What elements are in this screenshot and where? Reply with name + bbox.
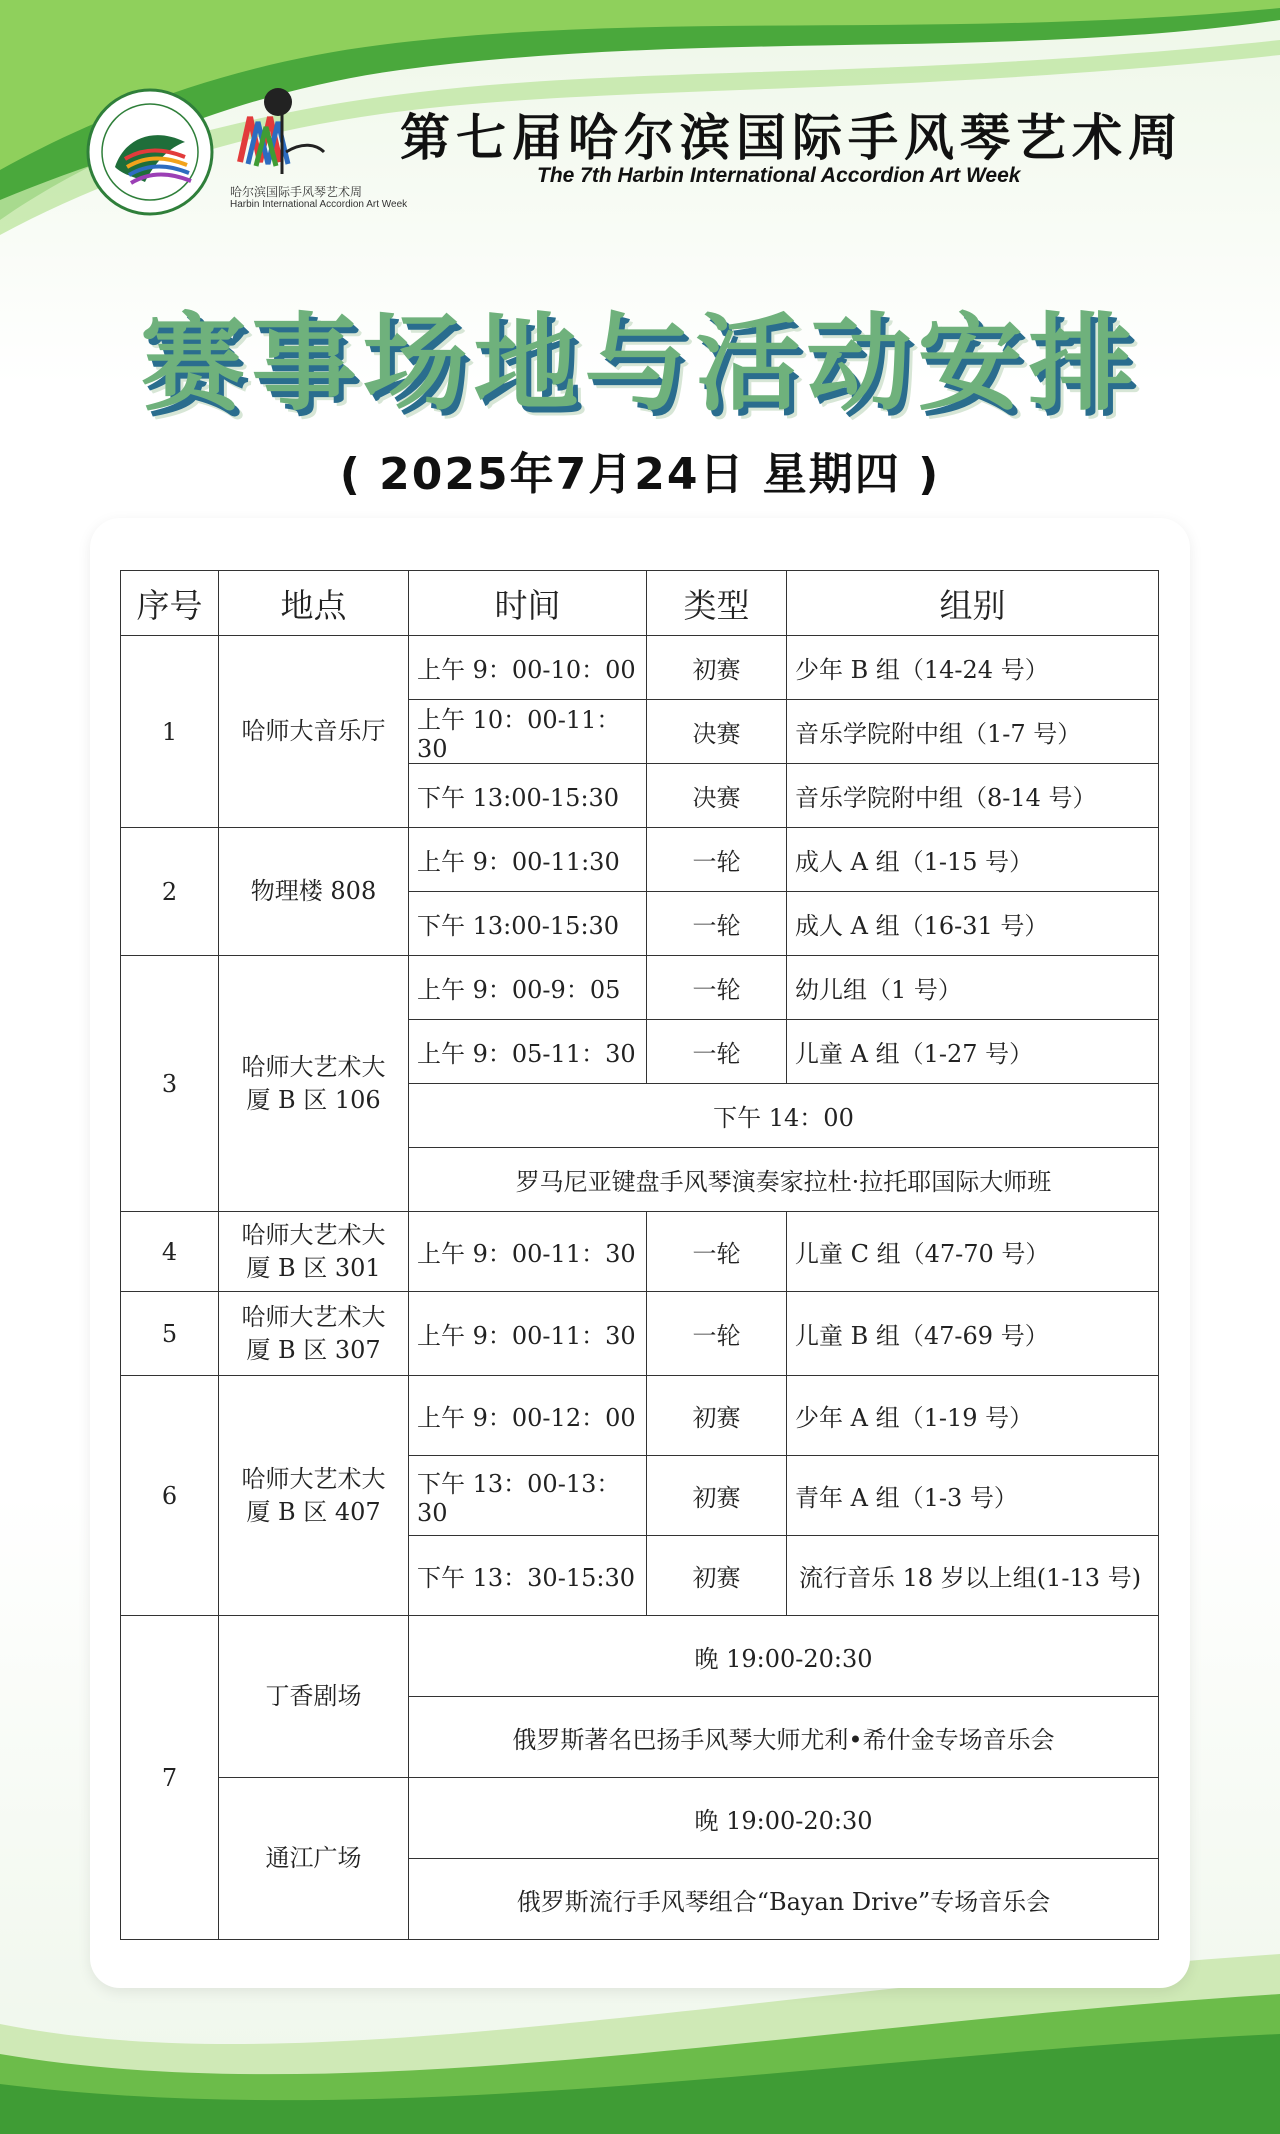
venue-line: 哈师大艺术大	[241, 1221, 386, 1250]
venue-line: 厦 B 区 307	[246, 1335, 381, 1364]
venue-line: 厦 B 区 301	[246, 1253, 381, 1282]
date-line: ( 2025年7月24日 星期四 )	[339, 449, 941, 500]
venue-line: 厦 B 区 106	[246, 1085, 381, 1114]
venue-cell	[219, 828, 409, 956]
table-row	[121, 1616, 1159, 1697]
event-title-en: The 7th Harbin International Accordion Art Week	[537, 164, 1021, 187]
venue-line: 哈师大音乐厅	[241, 717, 386, 746]
table-row	[121, 1778, 1159, 1859]
time-cell: 下午 13:00-15:30	[409, 892, 647, 956]
type-cell: 初赛	[647, 1376, 787, 1456]
header-no: 序号	[121, 571, 219, 636]
time-cell: 上午 9：00-11：30	[409, 1292, 647, 1376]
venue-cell	[219, 956, 409, 1212]
venue-line: 哈师大艺术大	[241, 1053, 386, 1082]
table-row	[121, 828, 1159, 892]
venue-cell: 丁香剧场	[219, 1616, 409, 1778]
type-cell: 一轮	[647, 828, 787, 892]
venue-line: 物理楼 808	[250, 877, 377, 906]
type-cell: 初赛	[647, 1536, 787, 1616]
group-cell: 儿童 C 组（47-70 号）	[787, 1212, 1159, 1292]
group-cell: 儿童 B 组（47-69 号）	[787, 1292, 1159, 1376]
header-type: 类型	[647, 571, 787, 636]
time-cell: 上午 9：00-11：30	[409, 1212, 647, 1292]
type-cell: 一轮	[647, 956, 787, 1020]
type-cell: 初赛	[647, 1456, 787, 1536]
time-cell: 下午 13：30-15:30	[409, 1536, 647, 1616]
table-row	[121, 636, 1159, 700]
time-cell: 下午 13：00-13：30	[409, 1456, 647, 1536]
row-number: 1	[121, 636, 219, 828]
row-number: 4	[121, 1212, 219, 1292]
schedule-table	[120, 570, 1159, 1940]
type-cell: 一轮	[647, 892, 787, 956]
time-cell: 上午 9：00-12：00	[409, 1376, 647, 1456]
time-cell: 上午 9：00-11:30	[409, 828, 647, 892]
summer-music-festival-logo	[85, 87, 215, 217]
logo-caption-cn: 哈尔滨国际手风琴艺术周	[230, 185, 363, 199]
type-cell: 决赛	[647, 764, 787, 828]
masterclass-time: 下午 14：00	[409, 1084, 1159, 1148]
group-cell: 少年 B 组（14-24 号）	[787, 636, 1159, 700]
venue-line: 哈师大艺术大	[241, 1465, 386, 1494]
type-cell: 一轮	[647, 1020, 787, 1084]
table-header-row	[121, 571, 1159, 636]
time-cell: 下午 13:00-15:30	[409, 764, 647, 828]
concert-event: 俄罗斯流行手风琴组合“Bayan Drive”专场音乐会	[409, 1859, 1159, 1940]
event-title-cn: 第七届哈尔滨国际手风琴艺术周	[400, 109, 1184, 167]
time-cell: 上午 10：00-11：30	[409, 700, 647, 764]
table-row	[121, 956, 1159, 1020]
venue-cell	[219, 636, 409, 828]
venue-cell	[219, 1212, 409, 1292]
venue-line: 厦 B 区 407	[246, 1497, 381, 1526]
group-cell: 音乐学院附中组（8-14 号）	[787, 764, 1159, 828]
logo-caption-en: Harbin International Accordion Art Week	[230, 199, 408, 210]
header-venue: 地点	[219, 571, 409, 636]
venue-cell	[219, 1376, 409, 1616]
group-cell: 青年 A 组（1-3 号）	[787, 1456, 1159, 1536]
type-cell: 一轮	[647, 1212, 787, 1292]
time-cell: 上午 9：00-10：00	[409, 636, 647, 700]
header-group: 组别	[787, 571, 1159, 636]
venue-line: 哈师大艺术大	[241, 1303, 386, 1332]
concert-time: 晚 19:00-20:30	[409, 1778, 1159, 1859]
venue-cell	[219, 1292, 409, 1376]
logo-group	[85, 82, 408, 222]
table-row	[121, 1376, 1159, 1456]
type-cell: 决赛	[647, 700, 787, 764]
row-number: 2	[121, 828, 219, 956]
row-number: 6	[121, 1376, 219, 1616]
type-cell: 初赛	[647, 636, 787, 700]
group-cell: 幼儿组（1 号）	[787, 956, 1159, 1020]
table-row	[121, 1212, 1159, 1292]
row-number: 3	[121, 956, 219, 1212]
row-number: 5	[121, 1292, 219, 1376]
group-cell: 成人 A 组（16-31 号）	[787, 892, 1159, 956]
group-cell: 儿童 A 组（1-27 号）	[787, 1020, 1159, 1084]
time-cell: 上午 9：05-11：30	[409, 1020, 647, 1084]
group-cell: 成人 A 组（1-15 号）	[787, 828, 1159, 892]
row-number: 7	[121, 1616, 219, 1940]
group-cell: 流行音乐 18 岁以上组(1-13 号)	[787, 1536, 1159, 1616]
masterclass-event: 罗马尼亚键盘手风琴演奏家拉杜·拉托耶国际大师班	[409, 1148, 1159, 1212]
header-time: 时间	[409, 571, 647, 636]
concert-event: 俄罗斯著名巴扬手风琴大师尤利•希什金专场音乐会	[409, 1697, 1159, 1778]
schedule-banner-title: 赛事场地与活动安排	[140, 303, 1140, 425]
time-cell: 上午 9：00-9：05	[409, 956, 647, 1020]
concert-time: 晚 19:00-20:30	[409, 1616, 1159, 1697]
group-cell: 少年 A 组（1-19 号）	[787, 1376, 1159, 1456]
venue-cell: 通江广场	[219, 1778, 409, 1940]
group-cell: 音乐学院附中组（1-7 号）	[787, 700, 1159, 764]
table-row	[121, 1292, 1159, 1376]
type-cell: 一轮	[647, 1292, 787, 1376]
